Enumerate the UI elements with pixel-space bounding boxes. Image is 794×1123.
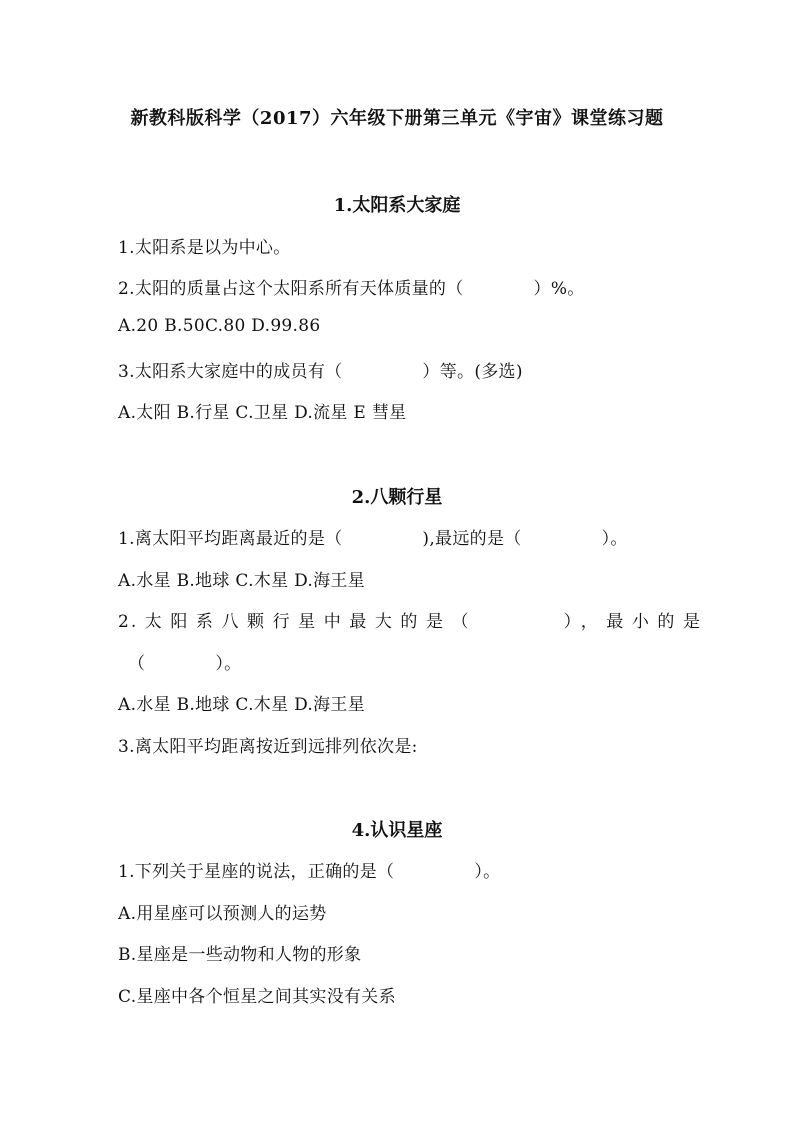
question-text: ),最远的是（ — [422, 529, 522, 549]
question-text: 1.下列关于星座的说法，正确的是（ — [118, 862, 395, 882]
question-4-1-option-a: A.用星座可以预测人的运势 — [118, 904, 327, 924]
question-1-3-options: A.太阳 B.行星 C.卫星 D.流星 E 彗星 — [118, 403, 407, 423]
question-text: 3.太阳系大家庭中的成员有（ — [118, 362, 343, 382]
question-2-1-options: A.水星 B.地球 C.木星 D.海王星 — [118, 571, 366, 591]
question-text: ），最小的是 — [557, 612, 702, 632]
question-text: （ — [128, 654, 146, 674]
question-4-1-option-c: C.星座中各个恒星之间其实没有关系 — [118, 987, 396, 1007]
question-2-2-options: A.水星 B.地球 C.木星 D.海王星 — [118, 695, 366, 715]
section-heading-eight-planets: 2.八颗行星 — [351, 487, 443, 508]
question-2-2-line-2 — [128, 649, 702, 674]
question-text: ）。 — [601, 529, 628, 549]
question-1-3 — [118, 357, 702, 382]
question-text: 1.离太阳平均距离最近的是（ — [118, 529, 343, 549]
question-text: ）。 — [474, 862, 501, 882]
question-1-2-options: A.20 B.50C.80 D.99.86 — [118, 316, 321, 336]
question-4-1 — [118, 857, 702, 882]
question-1-1: 1.太阳系是以为中心。 — [118, 238, 291, 258]
question-text: 2.太阳的质量占这个太阳系所有天体质量的（ — [118, 279, 464, 299]
question-text: ）%。 — [533, 279, 585, 299]
question-2-2-line-1 — [118, 607, 702, 632]
question-4-1-option-b: B.星座是一些动物和人物的形象 — [118, 945, 362, 965]
question-2-3: 3.离太阳平均距离按近到远排列依次是: — [118, 737, 418, 757]
page-title: 新教科版科学（2017）六年级下册第三单元《宇宙》课堂练习题 — [130, 108, 664, 129]
question-text: 2.太阳系八颗行星中最大的是（ — [118, 612, 478, 632]
question-2-1 — [118, 524, 702, 549]
section-heading-constellations: 4.认识星座 — [351, 820, 443, 841]
question-text: ）等。(多选) — [422, 362, 523, 382]
section-heading-solar-system: 1.太阳系大家庭 — [333, 195, 461, 216]
question-1-2 — [118, 274, 702, 299]
question-text: ）。 — [215, 654, 242, 674]
